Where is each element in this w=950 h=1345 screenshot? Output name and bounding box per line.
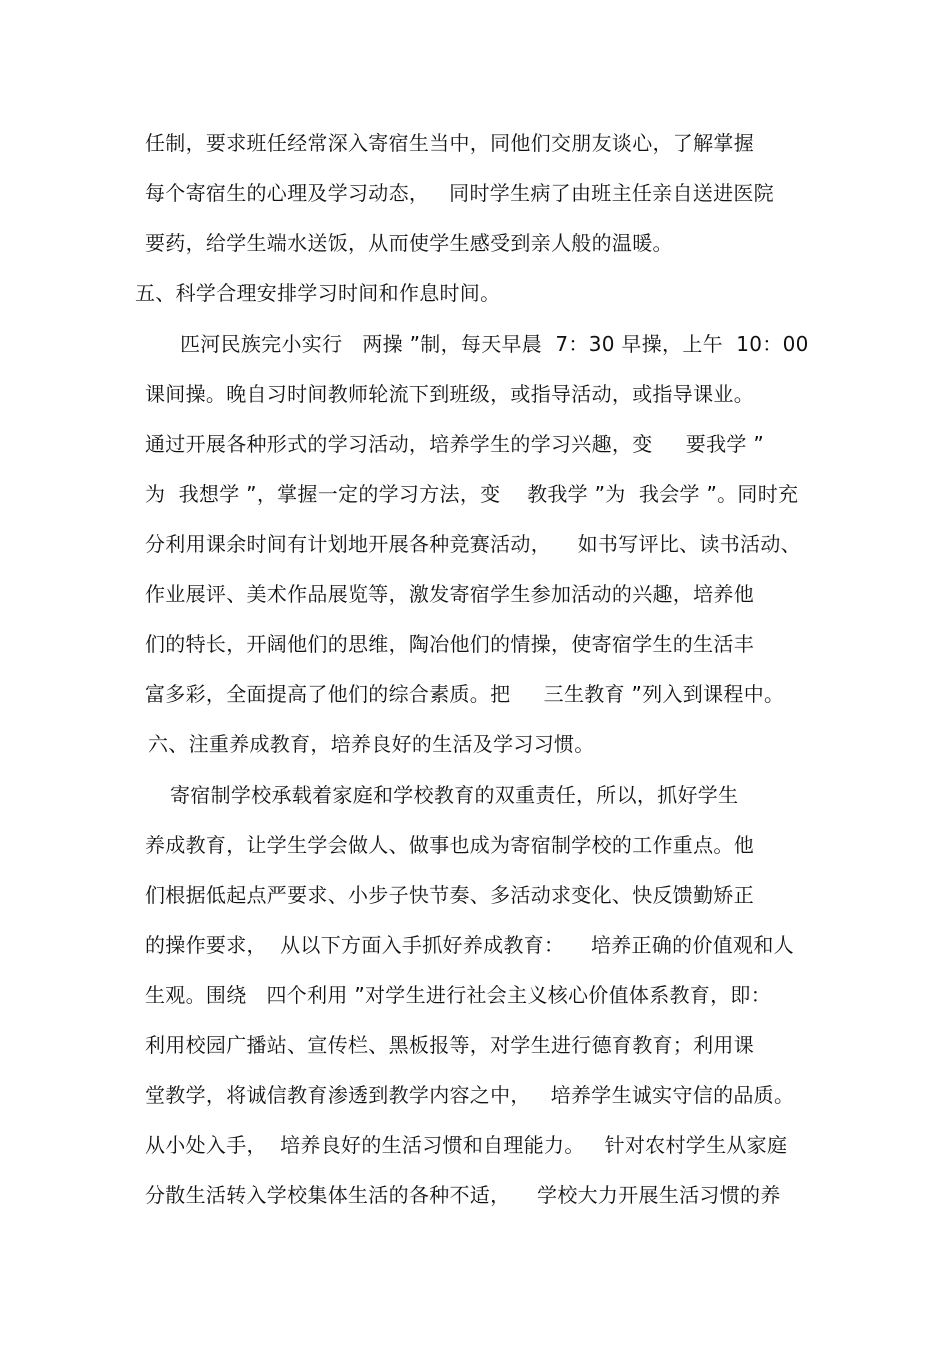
text-line-3: 要药，给学生端水送饭，从而使学生感受到亲人般的温暖。 [145, 231, 673, 255]
text-line-18: 生观。围绕 四个利用 ”对学生进行社会主义核心价值体系教育，即： [145, 983, 771, 1007]
text-line-9: 分利用课余时间有计划地开展各种竞赛活动， 如书写评比、读书活动、 [145, 532, 801, 556]
section-heading-5: 五、科学合理安排学习时间和作息时间。 [135, 281, 501, 305]
text-line-8: 为 我想学 ”，掌握一定的学习方法，变 教我学 ”为 我会学 ”。同时充 [145, 482, 799, 506]
text-line-7: 通过开展各种形式的学习活动，培养学生的学习兴趣，变 要我学 ” [145, 432, 765, 456]
text-line-12: 富多彩，全面提高了他们的综合素质。把 三生教育 ”列入到课程中。 [145, 682, 785, 706]
text-line-14: 寄宿制学校承载着家庭和学校教育的双重责任，所以，抓好学生 [170, 783, 739, 807]
text-line-19: 利用校园广播站、宣传栏、黑板报等，对学生进行德育教育；利用课 [145, 1033, 754, 1057]
text-line-16: 们根据低起点严要求、小步子快节奏、多活动求变化、快反馈勤矫正 [145, 883, 754, 907]
text-line-17: 的操作要求， 从以下方面入手抓好养成教育： 培养正确的价值观和人 [145, 933, 794, 957]
text-line-11: 们的特长，开阔他们的思维，陶冶他们的情操，使寄宿学生的生活丰 [145, 632, 754, 656]
text-line-21: 从小处入手， 培养良好的生活习惯和自理能力。 针对农村学生从家庭 [145, 1133, 788, 1157]
text-line-15: 养成教育，让学生学会做人、做事也成为寄宿制学校的工作重点。他 [145, 833, 754, 857]
text-line-10: 作业展评、美术作品展览等，激发寄宿学生参加活动的兴趣，培养他 [145, 582, 754, 606]
section-heading-6: 六、注重养成教育，培养良好的生活及学习习惯。 [148, 732, 595, 756]
text-line-5: 匹河民族完小实行 两操 ”制，每天早晨 7：30 早操，上午 10：00 [180, 332, 809, 356]
text-line-1: 任制，要求班任经常深入寄宿生当中，同他们交朋友谈心，了解掌握 [145, 131, 754, 155]
text-line-2: 每个寄宿生的心理及学习动态， 同时学生病了由班主任亲自送进医院 [145, 181, 774, 205]
text-line-22: 分散生活转入学校集体生活的各种不适， 学校大力开展生活习惯的养 [145, 1183, 781, 1207]
text-line-6: 课间操。晚自习时间教师轮流下到班级，或指导活动，或指导课业。 [145, 382, 754, 406]
text-line-20: 堂教学，将诚信教育渗透到教学内容之中， 培养学生诚实守信的品质。 [145, 1083, 795, 1107]
